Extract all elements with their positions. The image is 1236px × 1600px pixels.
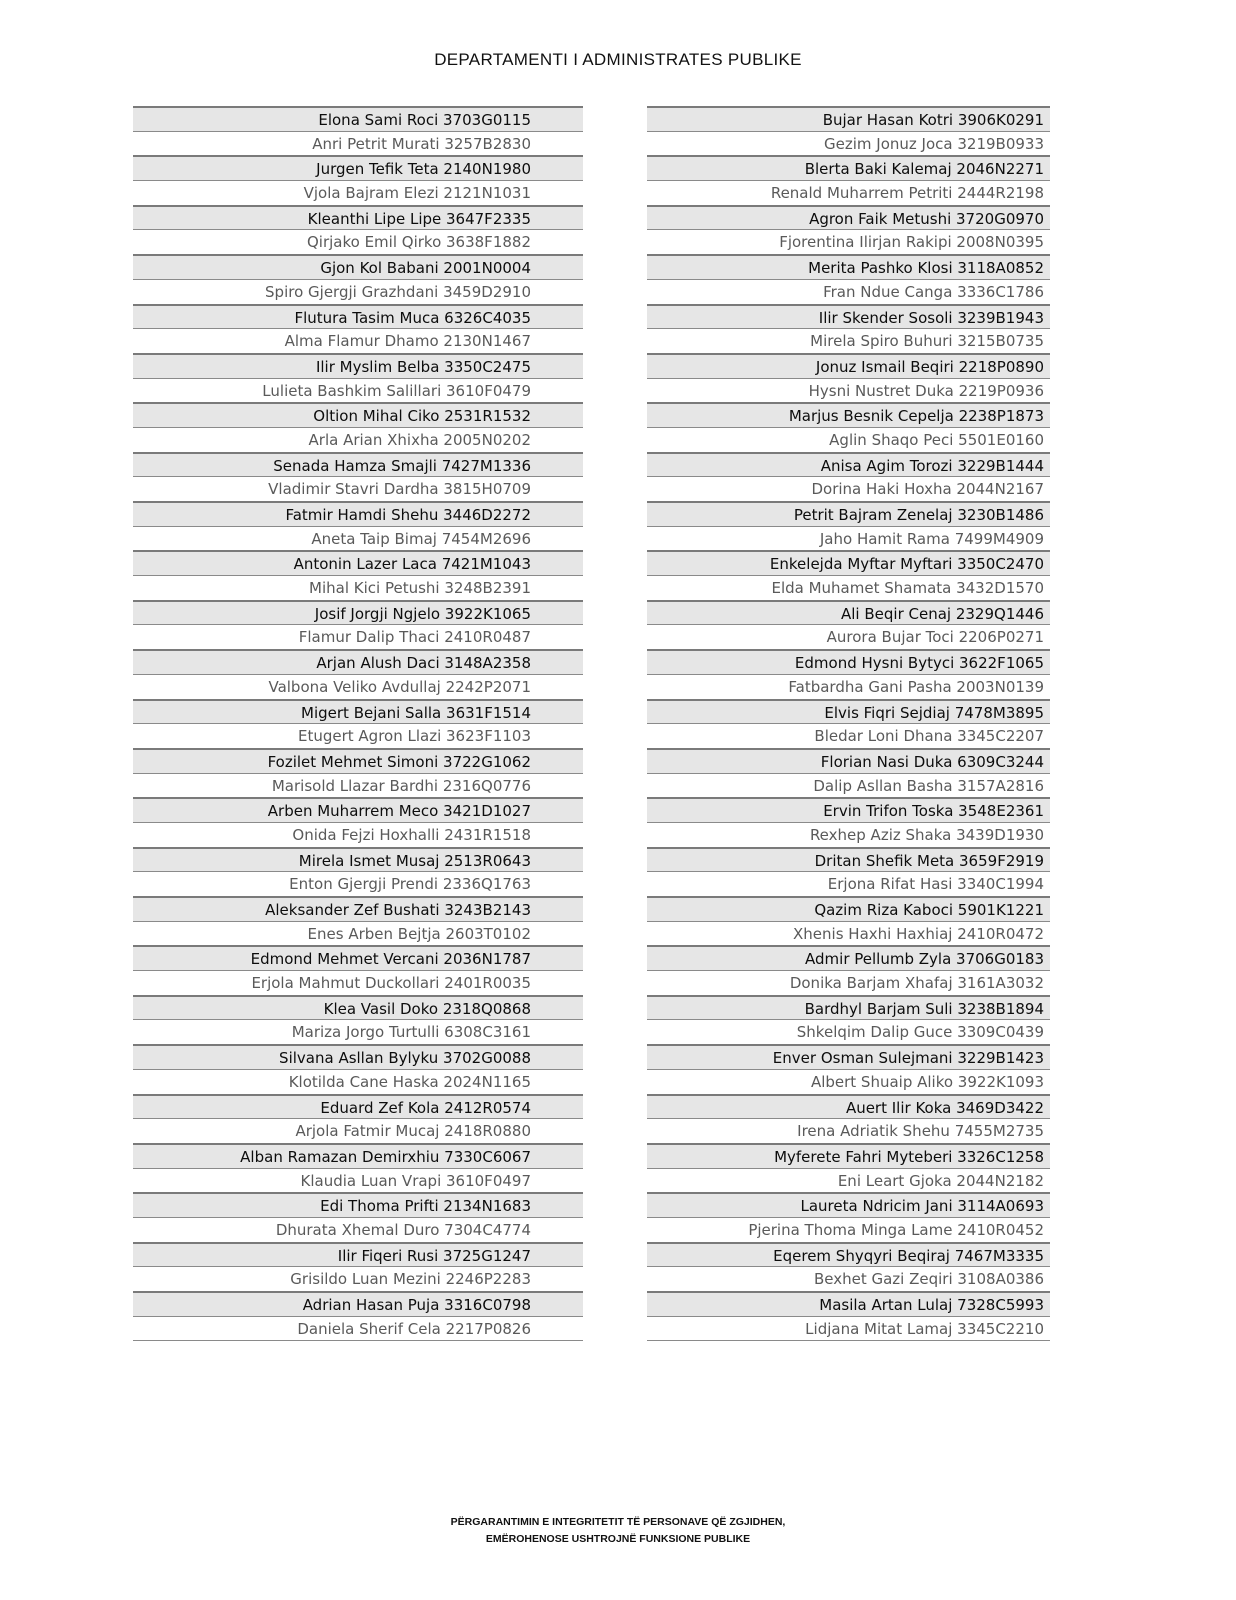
- list-item: Pjerina Thoma Minga Lame 2410R0452: [647, 1217, 1050, 1242]
- list-item: Mariza Jorgo Turtulli 6308C3161: [133, 1019, 583, 1044]
- list-item: Laureta Ndricim Jani 3114A0693: [647, 1192, 1050, 1217]
- list-item: Petrit Bajram Zenelaj 3230B1486: [647, 501, 1050, 526]
- list-item: Blerta Baki Kalemaj 2046N2271: [647, 155, 1050, 180]
- list-item: Alban Ramazan Demirxhiu 7330C6067: [133, 1143, 583, 1168]
- list-item: Jurgen Tefik Teta 2140N1980: [133, 155, 583, 180]
- list-item: Edmond Mehmet Vercani 2036N1787: [133, 945, 583, 970]
- list-item: Qirjako Emil Qirko 3638F1882: [133, 229, 583, 254]
- list-item: Mihal Kici Petushi 3248B2391: [133, 575, 583, 600]
- list-item: Dritan Shefik Meta 3659F2919: [647, 847, 1050, 872]
- list-item: Fatbardha Gani Pasha 2003N0139: [647, 674, 1050, 699]
- list-item: Onida Fejzi Hoxhalli 2431R1518: [133, 822, 583, 847]
- list-item: Flutura Tasim Muca 6326C4035: [133, 304, 583, 329]
- list-item: Arben Muharrem Meco 3421D1027: [133, 797, 583, 822]
- list-item: Admir Pellumb Zyla 3706G0183: [647, 945, 1050, 970]
- list-item: Anri Petrit Murati 3257B2830: [133, 131, 583, 156]
- list-item: Arjola Fatmir Mucaj 2418R0880: [133, 1118, 583, 1143]
- list-item: Enkelejda Myftar Myftari 3350C2470: [647, 550, 1050, 575]
- list-item: Elvis Fiqri Sejdiaj 7478M3895: [647, 699, 1050, 724]
- list-item: Bujar Hasan Kotri 3906K0291: [647, 106, 1050, 131]
- page-title: DEPARTAMENTI I ADMINISTRATES PUBLIKE: [434, 50, 802, 69]
- list-item: Dalip Asllan Basha 3157A2816: [647, 773, 1050, 798]
- list-item: Shkelqim Dalip Guce 3309C0439: [647, 1019, 1050, 1044]
- list-item: Edi Thoma Prifti 2134N1683: [133, 1192, 583, 1217]
- list-item: Bledar Loni Dhana 3345C2207: [647, 723, 1050, 748]
- list-item: Enton Gjergji Prendi 2336Q1763: [133, 871, 583, 896]
- list-item: Rexhep Aziz Shaka 3439D1930: [647, 822, 1050, 847]
- list-item: Eni Leart Gjoka 2044N2182: [647, 1168, 1050, 1193]
- list-item: Valbona Veliko Avdullaj 2242P2071: [133, 674, 583, 699]
- list-item: Silvana Asllan Bylyku 3702G0088: [133, 1044, 583, 1069]
- list-item: Ilir Fiqeri Rusi 3725G1247: [133, 1242, 583, 1267]
- list-item: Oltion Mihal Ciko 2531R1532: [133, 402, 583, 427]
- list-item: Ervin Trifon Toska 3548E2361: [647, 797, 1050, 822]
- list-item: Kleanthi Lipe Lipe 3647F2335: [133, 205, 583, 230]
- list-item: Jaho Hamit Rama 7499M4909: [647, 526, 1050, 551]
- list-item: Auert Ilir Koka 3469D3422: [647, 1094, 1050, 1119]
- list-item: Enver Osman Sulejmani 3229B1423: [647, 1044, 1050, 1069]
- footer: [0, 1514, 1236, 1548]
- list-item: Fran Ndue Canga 3336C1786: [647, 279, 1050, 304]
- list-item: Enes Arben Bejtja 2603T0102: [133, 921, 583, 946]
- list-item: Xhenis Haxhi Haxhiaj 2410R0472: [647, 921, 1050, 946]
- list-item: Erjona Rifat Hasi 3340C1994: [647, 871, 1050, 896]
- list-item: Gjon Kol Babani 2001N0004: [133, 254, 583, 279]
- list-item: Senada Hamza Smajli 7427M1336: [133, 452, 583, 477]
- list-item: Eduard Zef Kola 2412R0574: [133, 1094, 583, 1119]
- list-item: Myferete Fahri Myteberi 3326C1258: [647, 1143, 1050, 1168]
- list-item: Klea Vasil Doko 2318Q0868: [133, 995, 583, 1020]
- list-item: Aglin Shaqo Peci 5501E0160: [647, 427, 1050, 452]
- list-item: Albert Shuaip Aliko 3922K1093: [647, 1069, 1050, 1094]
- list-item: Bardhyl Barjam Suli 3238B1894: [647, 995, 1050, 1020]
- list-item: Aleksander Zef Bushati 3243B2143: [133, 896, 583, 921]
- list-item: Mirela Ismet Musaj 2513R0643: [133, 847, 583, 872]
- list-item: Bexhet Gazi Zeqiri 3108A0386: [647, 1266, 1050, 1291]
- list-item: Ilir Skender Sosoli 3239B1943: [647, 304, 1050, 329]
- list-item: Irena Adriatik Shehu 7455M2735: [647, 1118, 1050, 1143]
- list-item: Lulieta Bashkim Salillari 3610F0479: [133, 378, 583, 403]
- list-item: Marisold Llazar Bardhi 2316Q0776: [133, 773, 583, 798]
- list-item: Arla Arian Xhixha 2005N0202: [133, 427, 583, 452]
- list-item: Elda Muhamet Shamata 3432D1570: [647, 575, 1050, 600]
- list-item: Qazim Riza Kaboci 5901K1221: [647, 896, 1050, 921]
- list-item: Klaudia Luan Vrapi 3610F0497: [133, 1168, 583, 1193]
- list-item: Klotilda Cane Haska 2024N1165: [133, 1069, 583, 1094]
- list-item: Ilir Myslim Belba 3350C2475: [133, 353, 583, 378]
- list-item: Mirela Spiro Buhuri 3215B0735: [647, 328, 1050, 353]
- list-item: Alma Flamur Dhamo 2130N1467: [133, 328, 583, 353]
- list-item: Fjorentina Ilirjan Rakipi 2008N0395: [647, 229, 1050, 254]
- list-item: Lidjana Mitat Lamaj 3345C2210: [647, 1316, 1050, 1341]
- list-item: Edmond Hysni Bytyci 3622F1065: [647, 649, 1050, 674]
- list-item: Flamur Dalip Thaci 2410R0487: [133, 624, 583, 649]
- list-item: Elona Sami Roci 3703G0115: [133, 106, 583, 131]
- list-item: Donika Barjam Xhafaj 3161A3032: [647, 970, 1050, 995]
- list-item: Agron Faik Metushi 3720G0970: [647, 205, 1050, 230]
- list-item: Aneta Taip Bimaj 7454M2696: [133, 526, 583, 551]
- list-item: Hysni Nustret Duka 2219P0936: [647, 378, 1050, 403]
- list-item: Renald Muharrem Petriti 2444R2198: [647, 180, 1050, 205]
- list-item: Fatmir Hamdi Shehu 3446D2272: [133, 501, 583, 526]
- name-list-left: [133, 106, 583, 1341]
- list-item: Erjola Mahmut Duckollari 2401R0035: [133, 970, 583, 995]
- list-item: Masila Artan Lulaj 7328C5993: [647, 1291, 1050, 1316]
- list-item: Dhurata Xhemal Duro 7304C4774: [133, 1217, 583, 1242]
- list-item: Fozilet Mehmet Simoni 3722G1062: [133, 748, 583, 773]
- list-item: Gezim Jonuz Joca 3219B0933: [647, 131, 1050, 156]
- list-item: Anisa Agim Torozi 3229B1444: [647, 452, 1050, 477]
- list-item: Aurora Bujar Toci 2206P0271: [647, 624, 1050, 649]
- list-item: Daniela Sherif Cela 2217P0826: [133, 1316, 583, 1341]
- list-item: Etugert Agron Llazi 3623F1103: [133, 723, 583, 748]
- list-item: Merita Pashko Klosi 3118A0852: [647, 254, 1050, 279]
- list-item: Arjan Alush Daci 3148A2358: [133, 649, 583, 674]
- footer-line-1: PËRGARANTIMIN E INTEGRITETIT TË PERSONAVE QË ZGJIDHEN,: [450, 1516, 786, 1528]
- list-item: Jonuz Ismail Beqiri 2218P0890: [647, 353, 1050, 378]
- list-item: Florian Nasi Duka 6309C3244: [647, 748, 1050, 773]
- list-item: Spiro Gjergji Grazhdani 3459D2910: [133, 279, 583, 304]
- list-item: Vjola Bajram Elezi 2121N1031: [133, 180, 583, 205]
- name-list-right: [647, 106, 1050, 1341]
- list-item: Grisildo Luan Mezini 2246P2283: [133, 1266, 583, 1291]
- list-item: Dorina Haki Hoxha 2044N2167: [647, 476, 1050, 501]
- list-item: Marjus Besnik Cepelja 2238P1873: [647, 402, 1050, 427]
- list-item: Ali Beqir Cenaj 2329Q1446: [647, 600, 1050, 625]
- list-item: Josif Jorgji Ngjelo 3922K1065: [133, 600, 583, 625]
- list-item: Eqerem Shyqyri Beqiraj 7467M3335: [647, 1242, 1050, 1267]
- list-item: Antonin Lazer Laca 7421M1043: [133, 550, 583, 575]
- list-item: Migert Bejani Salla 3631F1514: [133, 699, 583, 724]
- footer-line-2: EMËROHENOSE USHTROJNË FUNKSIONE PUBLIKE: [485, 1533, 751, 1545]
- list-item: Vladimir Stavri Dardha 3815H0709: [133, 476, 583, 501]
- list-item: Adrian Hasan Puja 3316C0798: [133, 1291, 583, 1316]
